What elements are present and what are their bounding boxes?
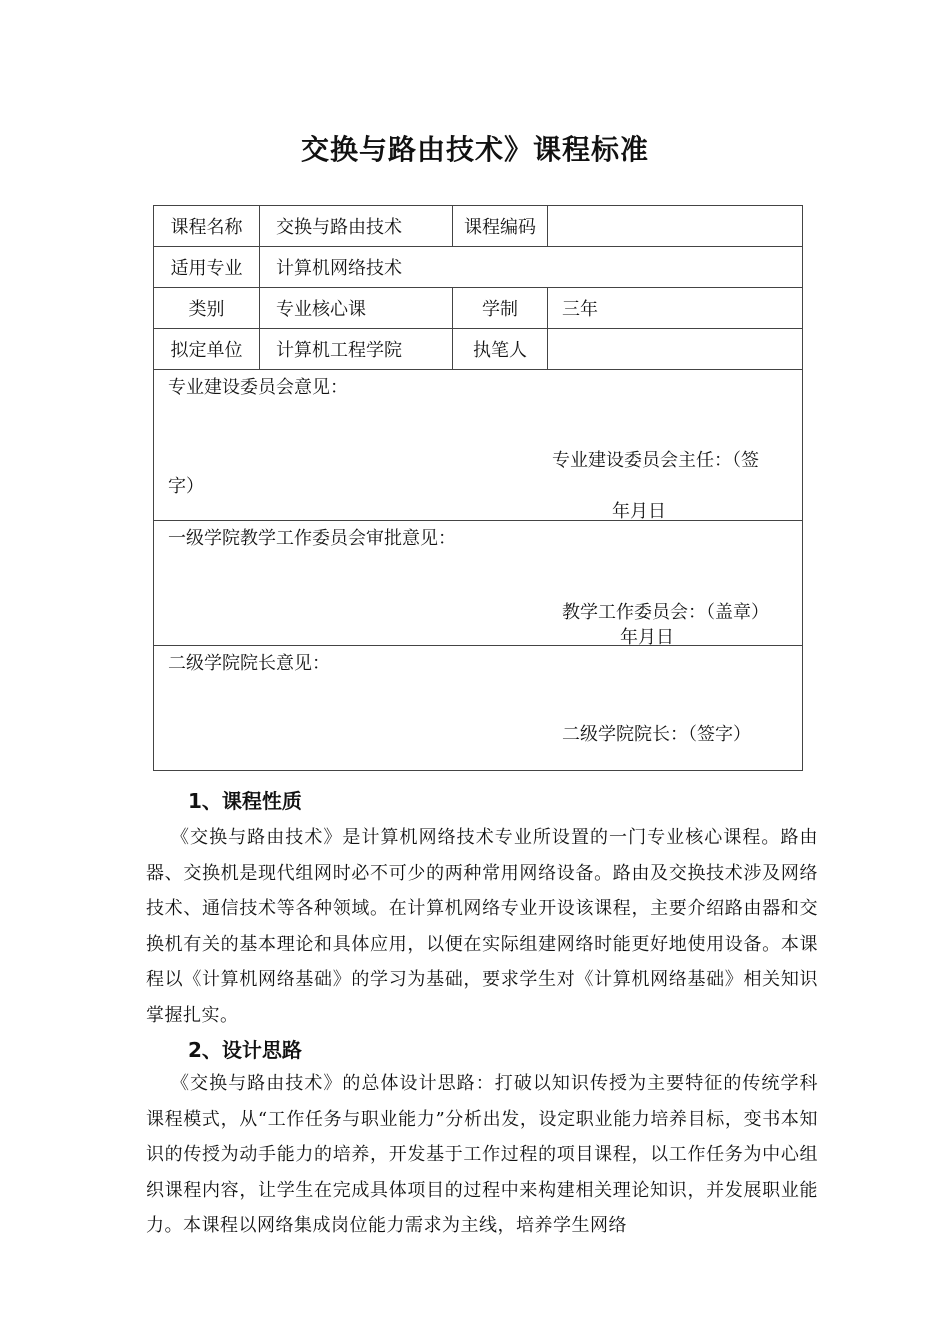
- major-value: 计算机网络技术: [260, 247, 803, 288]
- author-label: 执笔人: [453, 329, 548, 370]
- committee-date: 年月日: [612, 501, 666, 522]
- category-label: 类别: [154, 288, 260, 329]
- teaching-opinion-box: [154, 521, 802, 648]
- author-value: [548, 329, 803, 370]
- table-row: [154, 206, 803, 247]
- category-value: 专业核心课: [260, 288, 453, 329]
- duration-value: 三年: [548, 288, 803, 329]
- duration-label: 学制: [453, 288, 548, 329]
- teaching-opinion-row: [154, 521, 803, 646]
- committee-signature: 专业建设委员会主任：（签: [552, 450, 759, 471]
- section-heading: 1、课程性质: [188, 789, 302, 813]
- table-row: [154, 329, 803, 370]
- table-row: [154, 288, 803, 329]
- teaching-signature: 教学工作委员会：（盖章）: [562, 602, 769, 623]
- course-name-value: 交换与路由技术: [260, 206, 453, 247]
- course-info-table: [153, 205, 803, 771]
- course-code-value: [548, 206, 803, 247]
- dean-opinion-box: [154, 646, 802, 770]
- unit-value: 计算机工程学院: [260, 329, 453, 370]
- section-heading: 2、设计思路: [188, 1038, 302, 1062]
- table-row: [154, 247, 803, 288]
- dean-opinion-row: [154, 646, 803, 771]
- unit-label: 拟定单位: [154, 329, 260, 370]
- course-name-label: 课程名称: [154, 206, 260, 247]
- committee-opinion-label: 专业建设委员会意见：: [168, 377, 348, 398]
- page-title: 交换与路由技术》课程标准: [300, 133, 649, 166]
- teaching-date: 年月日: [620, 627, 674, 648]
- dean-opinion-label: 二级学院院长意见：: [168, 653, 330, 674]
- committee-opinion-box: [154, 370, 802, 520]
- teaching-opinion-label: 一级学院教学工作委员会审批意见：: [168, 528, 456, 549]
- major-label: 适用专业: [154, 247, 260, 288]
- dean-signature: 二级学院院长：（签字）: [562, 724, 751, 745]
- course-code-label: 课程编码: [453, 206, 548, 247]
- section-body: 《交换与路由技术》是计算机网络技术专业所设置的一门专业核心课程。路由器、交换机是现代组网时必不可少的两种常用网络设备。路由及交换技术涉及网络技术、通信技术等各种领域。在计算机网络专业开设该课程，主要介绍路由器和交换机有关的基本理论和具体应用，以便在实际组建网络时能更好地使用设备。本课程以《计算机网络基础》的学习为基础，要求学生对《计算机网络基础》相关知识掌握扎实。: [146, 827, 818, 1026]
- section-body: 《交换与路由技术》的总体设计思路：打破以知识传授为主要特征的传统学科课程模式，从“工作任务与职业能力”分析出发，设定职业能力培养目标，变书本知识的传授为动手能力的培养，开发基于工作过程的项目课程，以工作任务为中心组织课程内容，让学生在完成具体项目的过程中来构建相关理论知识，并发展职业能力。本课程以网络集成岗位能力需求为主线，培养学生网络: [146, 1073, 818, 1236]
- committee-signature-cont: 字）: [168, 476, 204, 497]
- committee-opinion-row: [154, 370, 803, 521]
